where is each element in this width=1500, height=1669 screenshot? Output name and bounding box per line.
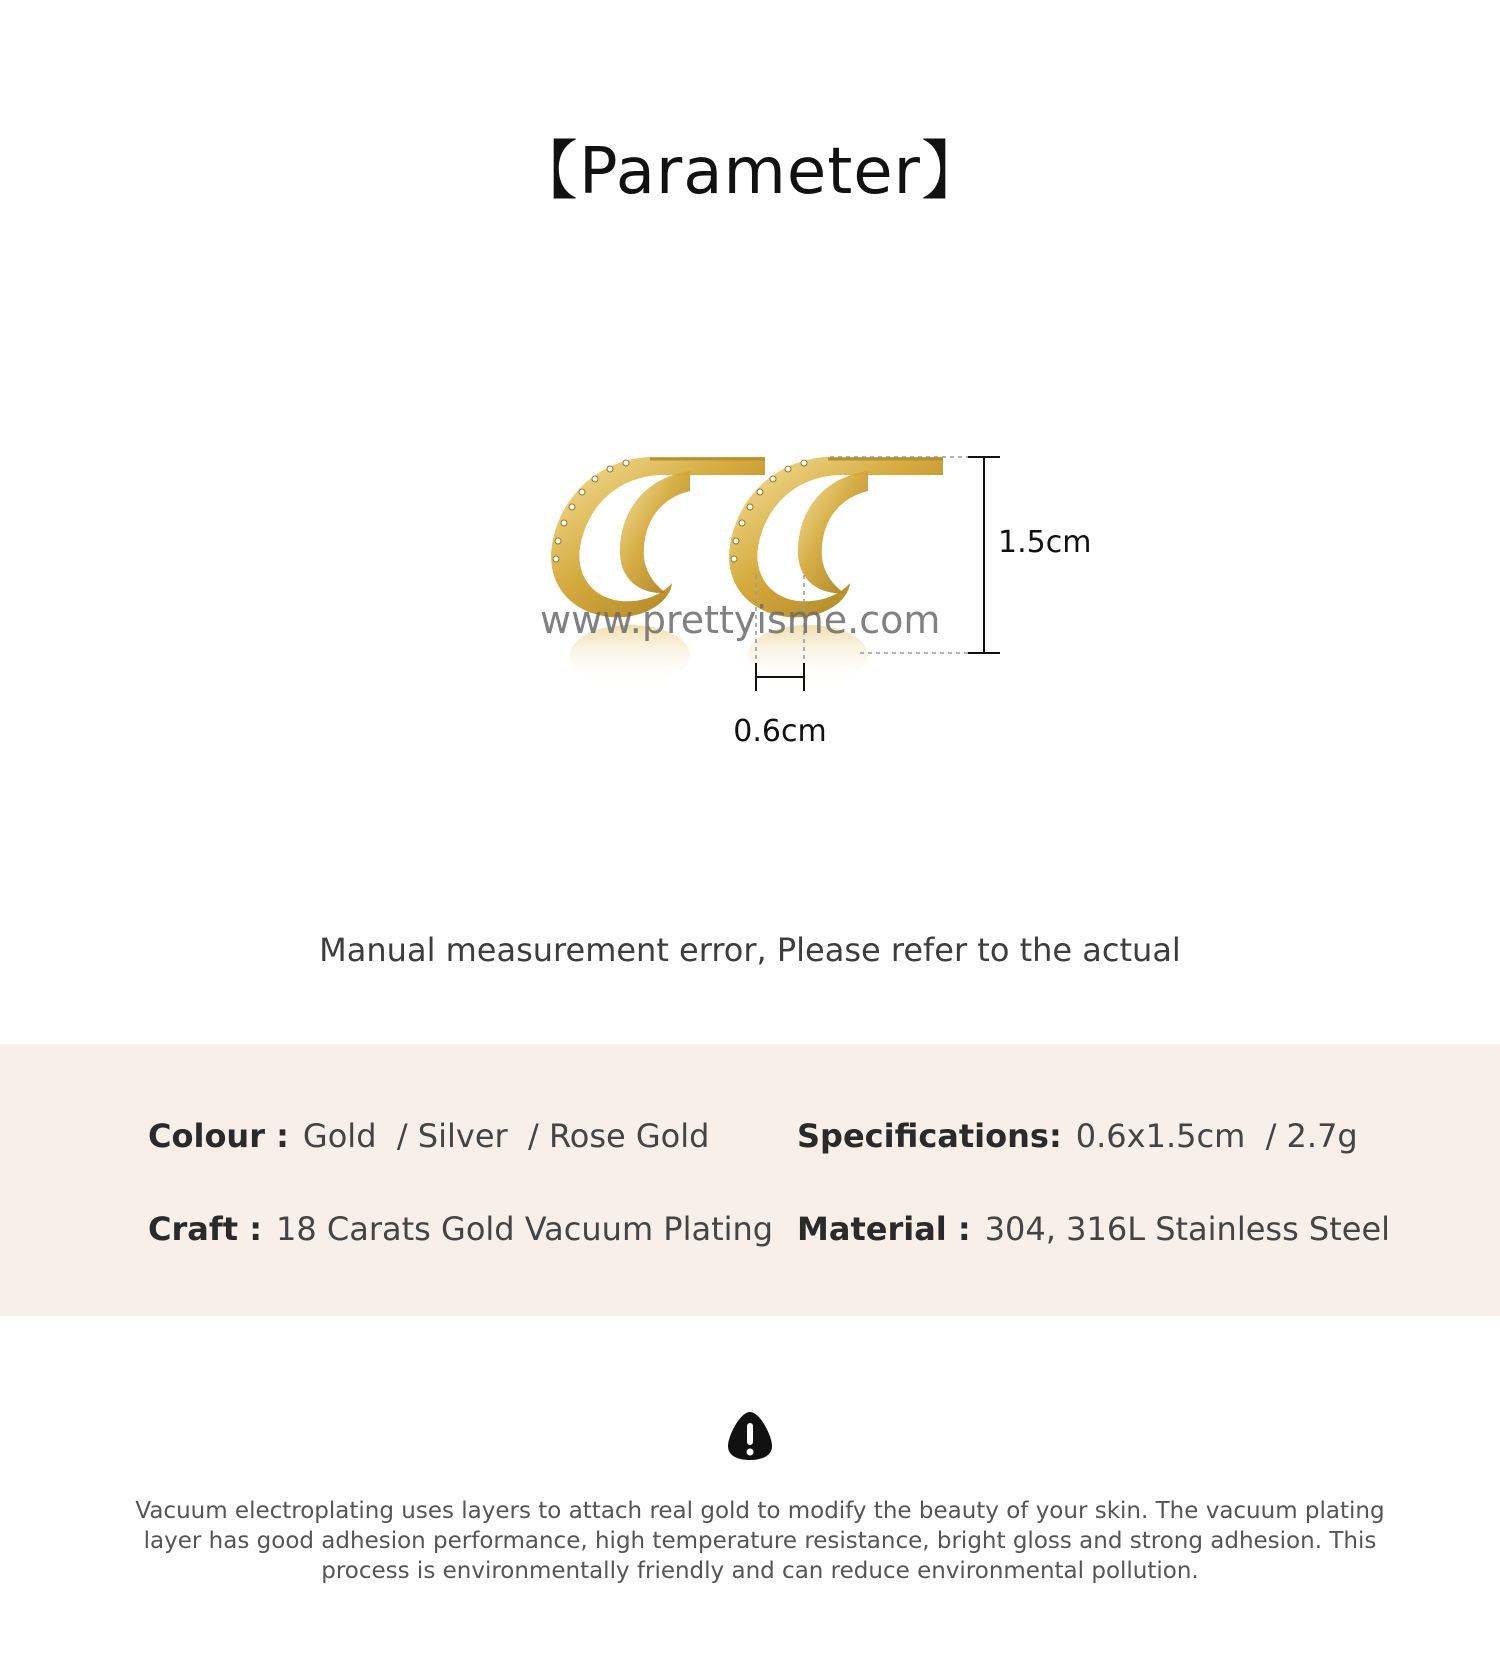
spec-craft-label: Craft : <box>148 1210 263 1248</box>
spec-specifications-label: Specifications: <box>797 1117 1062 1155</box>
spec-colour-label: Colour : <box>148 1117 289 1155</box>
hoop-earrings-image <box>540 455 1120 775</box>
spec-panel <box>0 1044 1500 1316</box>
plating-description: Vacuum electroplating uses layers to attach real gold to modify the beauty of your skin. The vacuum plating layer has good adhesion performance, high temperature resistance, bright gloss and strong adhesion. This process is environmentally friendly and can reduce environmental pollution. <box>135 1498 1385 1584</box>
exclamation-icon <box>726 1410 774 1462</box>
spec-material-value: 304, 316L Stainless Steel <box>984 1210 1391 1248</box>
height-label: 1.5cm <box>998 525 1092 560</box>
spec-colour-value: Gold / Silver / Rose Gold <box>302 1117 710 1155</box>
spec-material-label: Material : <box>797 1210 971 1248</box>
right-earring <box>729 457 943 685</box>
spec-colour <box>148 1116 709 1156</box>
spec-craft-value: 18 Carats Gold Vacuum Plating <box>276 1210 774 1248</box>
page-title: 【Parameter】 <box>514 135 986 209</box>
spec-craft <box>148 1209 773 1249</box>
product-figure <box>540 455 1120 775</box>
spec-material <box>797 1209 1390 1249</box>
spec-specifications-value: 0.6x1.5cm / 2.7g <box>1075 1117 1358 1155</box>
measurement-note: Manual measurement error, Please refer to the actual <box>319 931 1181 969</box>
watermark-text: www.prettyisme.com <box>540 598 941 642</box>
spec-specifications <box>797 1116 1358 1156</box>
width-label: 0.6cm <box>733 714 827 749</box>
